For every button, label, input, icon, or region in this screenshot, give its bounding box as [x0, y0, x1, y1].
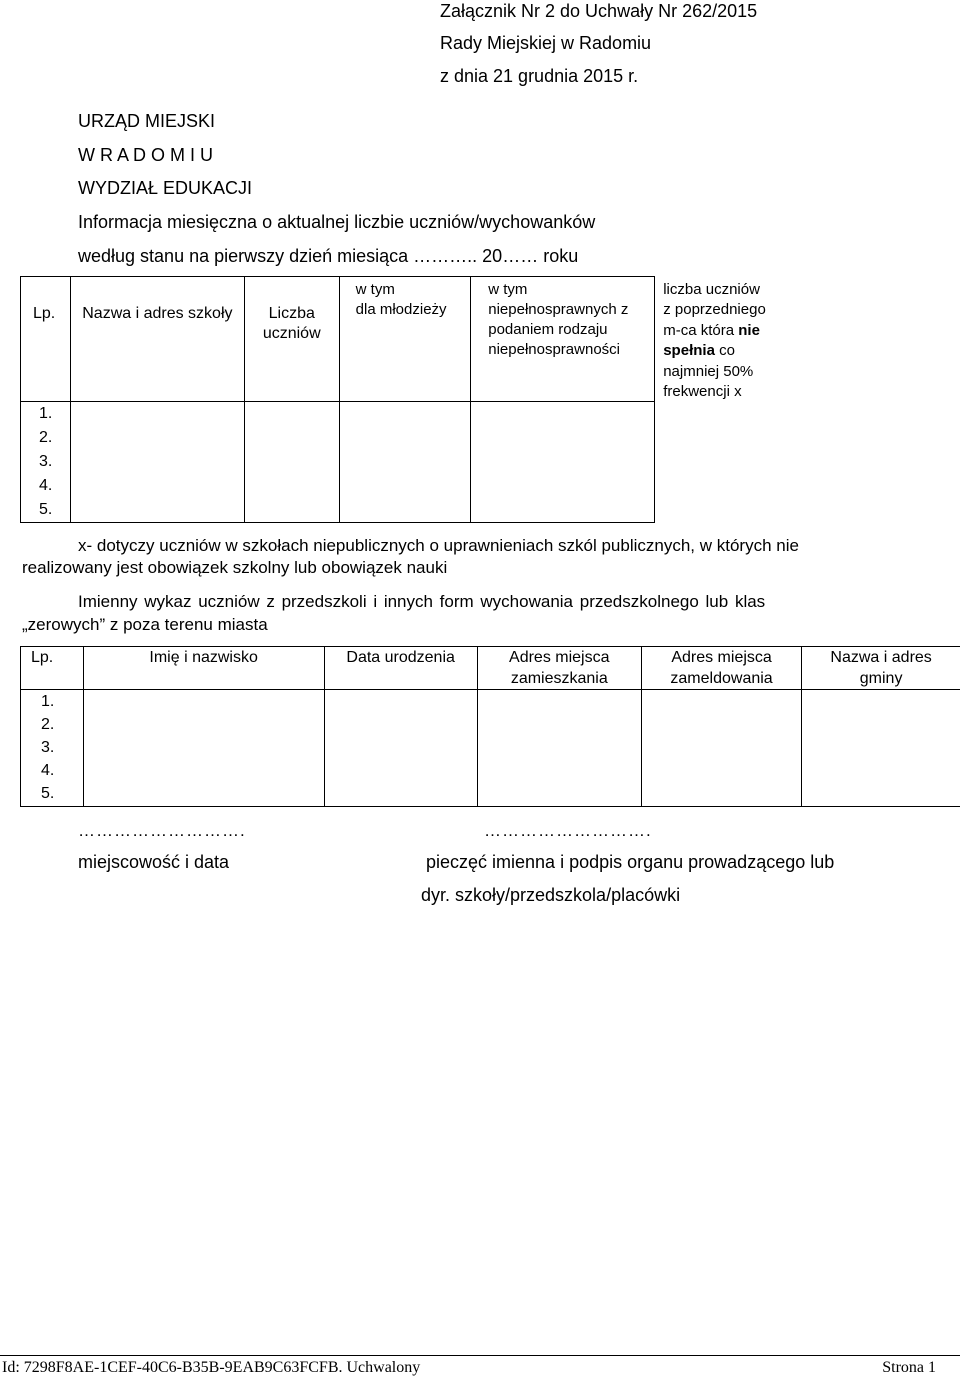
- footnote-line2: realizowany jest obowiązek szkolny lub obowiązek nauki: [22, 558, 448, 577]
- rows2-lp: [21, 690, 84, 807]
- report-title: Informacja miesięczna o aktualnej liczbie uczniów/wychowanków: [78, 212, 596, 232]
- office-department: WYDZIAŁ EDUKACJI: [78, 178, 253, 198]
- cell-youth: [339, 402, 471, 523]
- list-title-line2: „zerowych” z poza terenu miasta: [22, 615, 268, 634]
- place-date-label: miejscowość i data: [78, 852, 230, 872]
- attachment-date: z dnia 21 grudnia 2015 r.: [440, 66, 639, 86]
- attachment-council: Rady Miejskiej w Radomiu: [440, 33, 652, 53]
- cell-school-name: [70, 402, 244, 523]
- cell2-name: [83, 690, 324, 807]
- footer-document-id: Id: 7298F8AE-1CEF-40C6-B35B-9EAB9C63FCFB. Uchwalony: [2, 1359, 421, 1376]
- students-count-table: [20, 276, 792, 523]
- header-student-count: Liczba uczniów: [244, 277, 339, 402]
- signature-dots: ……………………….: [484, 821, 652, 840]
- office-name: URZĄD MIEJSKI: [78, 111, 216, 131]
- header2-birth-date: Data urodzenia: [324, 647, 477, 690]
- footer-rule: [0, 1355, 960, 1356]
- cell-disabled: [471, 402, 655, 523]
- footer-page-number: Strona 1: [882, 1359, 936, 1376]
- header2-residence: Adres miejsca zamieszkania: [477, 647, 641, 690]
- row-number: 5.: [39, 501, 53, 518]
- stamp-label-line1: pieczęć imienna i podpis organu prowadzącego lub: [426, 852, 835, 872]
- cell2-registration: [641, 690, 801, 807]
- children-list-table: [20, 646, 960, 807]
- cell-student-count: [244, 402, 339, 523]
- footnote-line1: x- dotyczy uczniów w szkołach niepublicznych o uprawnieniach szkól publicznych, w których nie: [78, 536, 799, 555]
- row-number: 3.: [41, 739, 55, 756]
- cell2-residence: [477, 690, 641, 807]
- row-number: 2.: [39, 429, 53, 446]
- attachment-title: Załącznik Nr 2 do Uchwały Nr 262/2015: [440, 1, 758, 21]
- cell2-birth-date: [324, 690, 477, 807]
- place-date-dots: ……………………….: [78, 821, 246, 840]
- header-attendance: liczba uczniów z poprzedniego m-ca która nie spełnia co najmniej 50% frekwencji x: [655, 277, 792, 523]
- row-number: 1.: [39, 405, 53, 422]
- row-number: 5.: [41, 785, 55, 802]
- rows-lp: [21, 402, 71, 523]
- row-number: 4.: [41, 762, 55, 779]
- row-number: 3.: [39, 453, 53, 470]
- header-lp: Lp.: [21, 277, 71, 402]
- row-number: 1.: [41, 693, 55, 710]
- header2-name: Imię i nazwisko: [83, 647, 324, 690]
- office-city: W R A D O M I U: [78, 145, 214, 165]
- row-number: 2.: [41, 716, 55, 733]
- stamp-label-line2: dyr. szkoły/przedszkola/placówki: [421, 885, 681, 905]
- header-school-name: Nazwa i adres szkoły: [70, 277, 244, 402]
- header-disabled: w tym niepełnosprawnych z podaniem rodzaju niepełnosprawności: [471, 277, 655, 402]
- header-youth: w tym dla młodzieży: [339, 277, 471, 402]
- header2-lp: Lp.: [21, 647, 84, 690]
- header2-registration: Adres miejsca zameldowania: [641, 647, 801, 690]
- header2-gmina: Nazwa i adres gminy: [802, 647, 960, 690]
- report-subtitle: według stanu na pierwszy dzień miesiąca ……….. 20…… roku: [78, 246, 579, 266]
- cell2-gmina: [802, 690, 960, 807]
- list-title-line1: Imienny wykaz uczniów z przedszkoli i innych form wychowania przedszkolnego lub klas: [78, 592, 766, 611]
- row-number: 4.: [39, 477, 53, 494]
